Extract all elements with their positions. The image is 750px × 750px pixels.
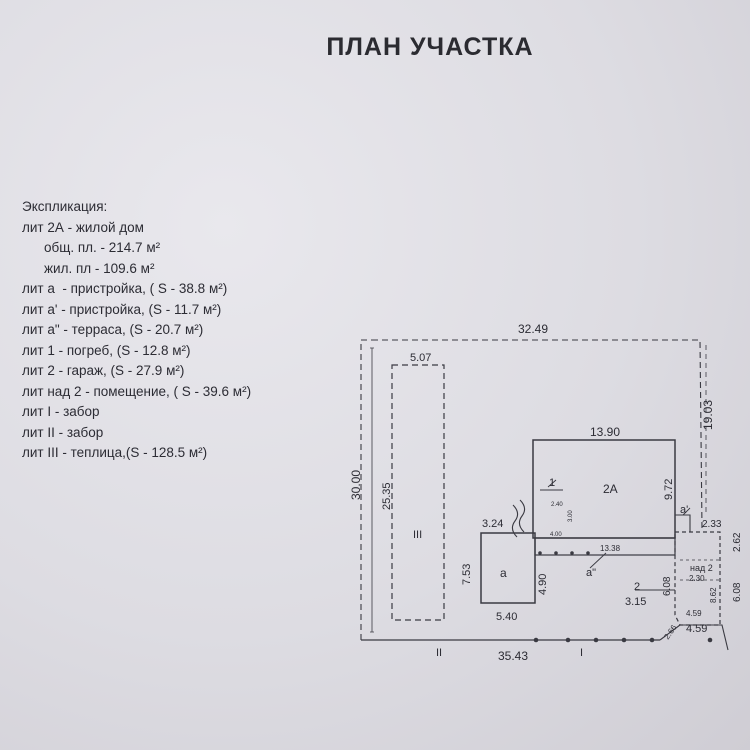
legend-item: лит I - забор [22, 404, 100, 419]
dim-diag2: 2.66 [662, 623, 679, 642]
legend-item: лит 1 - погреб, (S - 12.8 м²) [22, 342, 191, 358]
dim-a1: 2.33 [702, 519, 722, 530]
label-a: а [500, 566, 507, 580]
label-greenhouse: III [413, 529, 423, 541]
plot-boundary [361, 340, 702, 640]
dim-house-h: 9.72 [663, 478, 675, 500]
dim-a-right: 4.90 [537, 573, 549, 595]
label-house: 2А [603, 482, 618, 496]
dim-bottom-right: 4.59 [686, 623, 708, 635]
dim-garage-b: 4.59 [686, 609, 702, 618]
dim-top: 32.49 [518, 322, 549, 336]
greenhouse-outline [392, 365, 444, 620]
label-fence2: II [436, 647, 443, 659]
dim-bottom: 35.43 [498, 649, 529, 663]
dim-small3: 3.00 [568, 510, 574, 522]
dim-a-left: 7.53 [461, 563, 473, 585]
label-a1: а' [680, 504, 689, 516]
extension-a-outline [481, 533, 535, 603]
page-title: ПЛАН УЧАСТКА [326, 33, 534, 61]
dim-terrace: 13.38 [600, 544, 621, 553]
dim-diag: 3.15 [625, 596, 647, 608]
legend-item: лит II - забор [22, 424, 104, 440]
dim-right-lower: 6.08 [732, 582, 743, 602]
legend-item: лит 2 - гараж, (S - 27.9 м²) [22, 363, 185, 378]
cellar-stairs [512, 490, 563, 537]
dim-greenhouse-w: 5.07 [410, 352, 432, 364]
dim-small1: 2.40 [551, 502, 563, 508]
dim-greenhouse-h: 25.35 [381, 482, 393, 510]
dim-left: 30.00 [349, 469, 363, 500]
dim-small2: 4.00 [550, 532, 562, 538]
extension-a1-outline [675, 515, 690, 532]
explication-heading: Экспликация: [22, 199, 108, 214]
dim-right: 19.03 [701, 399, 715, 430]
legend-item: жил. пл - 109.6 м² [44, 260, 155, 276]
label-cellar: 1 [549, 477, 556, 489]
legend-item: лит а" - терраса, (S - 20.7 м²) [22, 322, 204, 337]
legend-item: лит над 2 - помещение, ( S - 39.6 м²) [22, 383, 252, 399]
label-garage: 2 [634, 581, 641, 593]
dim-house-w: 13.90 [590, 425, 621, 439]
label-above: над 2 [690, 563, 713, 573]
legend-item: общ. пл. - 214.7 м² [44, 240, 161, 255]
label-fence1: I [580, 647, 584, 659]
legend-item: лит 2А - жилой дом [22, 219, 144, 235]
legend-item: лит III - теплица,(S - 128.5 м²) [22, 445, 208, 460]
dim-garage-w: 2.30 [689, 574, 705, 583]
label-a2: а" [586, 567, 597, 579]
legend-item: лит а - пристройка, ( S - 38.8 м²) [22, 281, 228, 296]
legend-item: лит а' - пристройка, (S - 11.7 м²) [22, 301, 222, 317]
dim-left-lower: 6.08 [662, 576, 673, 596]
dim-garage-h: 8.62 [709, 587, 718, 603]
dim-a-top: 3.24 [482, 518, 504, 530]
dim-a1-h: 2.62 [732, 532, 743, 552]
dim-a-bottom: 5.40 [496, 611, 518, 623]
